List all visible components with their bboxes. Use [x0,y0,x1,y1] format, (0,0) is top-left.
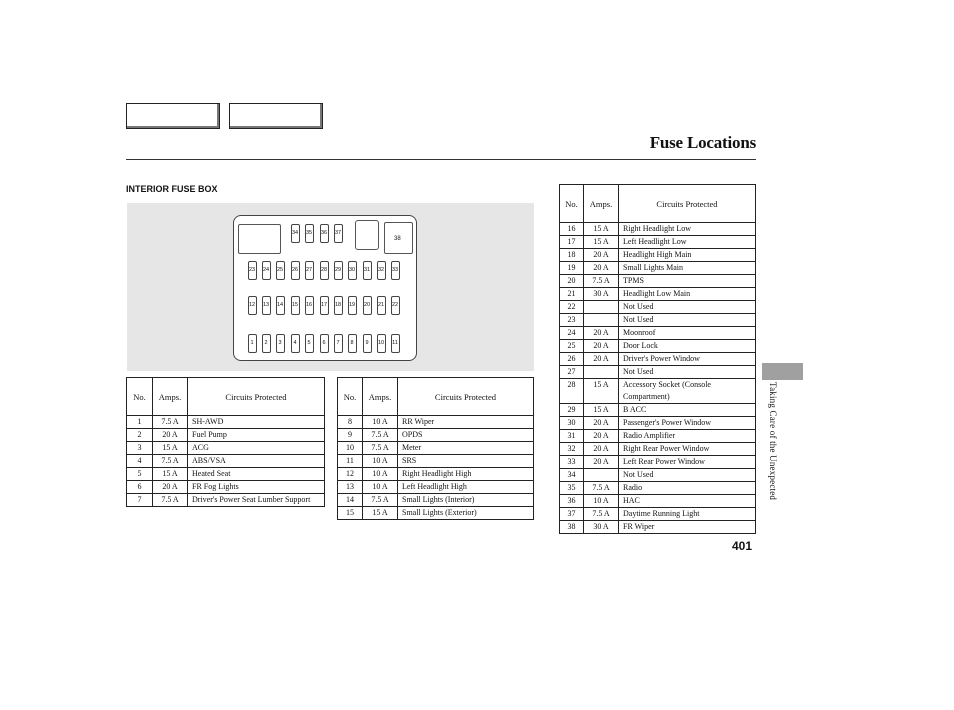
fuse-number: 35 [560,482,584,495]
relay-block-left [238,224,281,254]
fuse-slot-label: 26 [291,267,299,273]
fuse-slot-label: 24 [262,267,270,273]
fuse-circuit: ACG [188,442,325,455]
fuse-number: 30 [560,417,584,430]
fuse-number: 36 [560,495,584,508]
fuse-table-3 [559,184,756,534]
header-no: No. [127,378,153,416]
table-row [127,494,325,507]
fuse-circuit: Headlight High Main [619,249,756,262]
table-row [560,430,756,443]
fuse-number: 20 [560,275,584,288]
fuse-circuit: FR Wiper [619,521,756,534]
fuse-number: 26 [560,353,584,366]
fuse-number: 32 [560,443,584,456]
table-row [560,288,756,301]
fuse-slot-label: 33 [391,267,399,273]
fuse-circuit: Meter [398,442,534,455]
fuse-amps: 15 A [584,223,619,236]
fuse-slot-label: 5 [307,340,311,346]
fuse-circuit: Daytime Running Light [619,508,756,521]
fuse-number: 27 [560,366,584,379]
table-row [560,275,756,288]
fuse-circuit: TPMS [619,275,756,288]
fuse-slot-label: 14 [276,302,284,308]
fuse-number: 14 [338,494,363,507]
fuse-circuit: Driver's Power Seat Lumber Support [188,494,325,507]
table-row [560,366,756,379]
fuse-circuit: HAC [619,495,756,508]
fuse-table-2 [337,377,534,520]
fuse-amps: 10 A [584,495,619,508]
fuse-table-1 [126,377,325,507]
fuse-number: 15 [338,507,363,520]
section-label: INTERIOR FUSE BOX [126,184,218,194]
fuse-number: 11 [338,455,363,468]
table-row [338,455,534,468]
fuse-circuit: Not Used [619,301,756,314]
table-row [338,507,534,520]
fuse-amps: 15 A [363,507,398,520]
fuse-amps: 20 A [584,249,619,262]
fuse-number: 13 [338,481,363,494]
fuse-slot-label: 17 [320,302,328,308]
fuse-number: 29 [560,404,584,417]
fuse-table-1-body [127,416,325,507]
fuse-circuit: Not Used [619,314,756,327]
fuse-amps: 15 A [153,468,188,481]
fuse-circuit: Left Headlight Low [619,236,756,249]
fuse-amps: 20 A [153,429,188,442]
table-row [127,468,325,481]
fuse-circuit: Driver's Power Window [619,353,756,366]
fuse-amps: 15 A [584,404,619,417]
fuse-circuit: SRS [398,455,534,468]
fuse-amps: 20 A [584,262,619,275]
fuse-amps: 15 A [584,236,619,249]
nav-box-left[interactable] [126,103,220,129]
page-number: 401 [732,539,753,553]
fuse-slot-label: 8 [350,340,354,346]
fuse-amps: 20 A [584,443,619,456]
fuse-circuit: Left Headlight High [398,481,534,494]
fuse-number: 23 [560,314,584,327]
side-tab-text: Taking Care of the Unexpected [768,382,778,501]
table-row [560,508,756,521]
side-tab[interactable] [762,363,803,380]
table-row [560,353,756,366]
table-row [560,443,756,456]
fuse-number: 21 [560,288,584,301]
table-row [560,314,756,327]
fuse-amps: 7.5 A [363,429,398,442]
table-row [560,327,756,340]
table-row [560,379,756,404]
header-amps: Amps. [584,185,619,223]
fuse-amps: 7.5 A [153,455,188,468]
fuse-slot-label: 30 [348,267,356,273]
fuse-circuit: Small Lights (Interior) [398,494,534,507]
fuse-circuit: ABS/VSA [188,455,325,468]
fuse-slot-label: 37 [334,230,342,236]
table-row [560,495,756,508]
page-title: Fuse Locations [649,133,756,152]
fuse-number: 37 [560,508,584,521]
fuse-number: 5 [127,468,153,481]
fuse-amps: 10 A [363,468,398,481]
table-row [560,521,756,534]
fuse-amps: 30 A [584,521,619,534]
fuse-circuit: Not Used [619,469,756,482]
fuse-slot-label: 13 [262,302,270,308]
fuse-number: 22 [560,301,584,314]
fuse-circuit: Passenger's Power Window [619,417,756,430]
fuse-amps: 10 A [363,416,398,429]
table-row [127,442,325,455]
fuse-circuit: Right Rear Power Window [619,443,756,456]
fuse-circuit: Heated Seat [188,468,325,481]
fuse-number: 10 [338,442,363,455]
fuse-amps: 7.5 A [584,508,619,521]
fuse-slot-label: 22 [391,302,399,308]
table-row [560,417,756,430]
fuse-circuit: Radio [619,482,756,495]
fuse-circuit: Door Lock [619,340,756,353]
fuse-number: 3 [127,442,153,455]
fuse-number: 7 [127,494,153,507]
fuse-slot-label: 29 [334,267,342,273]
table-row [127,416,325,429]
fuse-number: 16 [560,223,584,236]
fuse-circuit: Small Lights (Exterior) [398,507,534,520]
nav-box-right[interactable] [229,103,323,129]
fuse-number: 17 [560,236,584,249]
fuse-slot-label: 36 [320,230,328,236]
fuse-amps: 20 A [584,417,619,430]
fuse-amps: 20 A [153,481,188,494]
fuse-amps: 7.5 A [584,275,619,288]
fuse-slot-label: 15 [291,302,299,308]
fuse-slot-label: 25 [276,267,284,273]
table-row [560,223,756,236]
table-row [338,429,534,442]
fuse-slot-label: 35 [305,230,313,236]
fuse-slot-label: 18 [334,302,342,308]
fuse-circuit: Fuel Pump [188,429,325,442]
table-row [127,455,325,468]
fuse-number: 33 [560,456,584,469]
fuse-circuit: Accessory Socket (Console Compartment) [619,379,756,404]
fuse-circuit: Headlight Low Main [619,288,756,301]
fuse-circuit: RR Wiper [398,416,534,429]
fuse-circuit: Right Headlight Low [619,223,756,236]
fuse-amps: 30 A [584,288,619,301]
header-no: No. [338,378,363,416]
fuse-circuit: B ACC [619,404,756,417]
fuse-slot-label: 9 [365,340,369,346]
fuse-circuit: Left Rear Power Window [619,456,756,469]
fuse-amps [584,301,619,314]
table-row [560,469,756,482]
relay-block-mid [355,220,379,250]
fuse-slot-label: 10 [377,340,385,346]
fuse-number: 2 [127,429,153,442]
fuse-slot-label: 23 [248,267,256,273]
fuse-number: 31 [560,430,584,443]
table-row [338,442,534,455]
table-row [338,468,534,481]
fuse-number: 34 [560,469,584,482]
fuse-amps: 7.5 A [363,494,398,507]
fuse-amps: 20 A [584,353,619,366]
fuse-slot-label: 1 [250,340,254,346]
fuse-amps: 7.5 A [363,442,398,455]
fuse-circuit: Radio Amplifier [619,430,756,443]
fuse-slot-label: 34 [291,230,299,236]
fuse-slot-label: 2 [264,340,268,346]
fuse-amps: 7.5 A [153,494,188,507]
fuse-slot-label: 6 [322,340,326,346]
fuse-circuit: OPDS [398,429,534,442]
table-row [127,481,325,494]
fuse-amps: 20 A [584,430,619,443]
fuse-slot-label: 19 [348,302,356,308]
header-circuits: Circuits Protected [188,378,325,416]
table-row [338,494,534,507]
fuse-number: 6 [127,481,153,494]
fuse-number: 25 [560,340,584,353]
fuse-slot-label: 32 [377,267,385,273]
fuse-amps [584,469,619,482]
table-row [338,416,534,429]
header-amps: Amps. [153,378,188,416]
fuse-number: 18 [560,249,584,262]
fuse-slot-label: 12 [248,302,256,308]
table-row [560,301,756,314]
table-row [127,429,325,442]
fuse-slot-label: 11 [392,340,398,346]
table-row [560,456,756,469]
fuse-slot-label: 20 [363,302,371,308]
fuse-circuit: Moonroof [619,327,756,340]
fuse-slot-label: 31 [363,267,371,273]
table-row [560,340,756,353]
fuse-amps: 20 A [584,340,619,353]
fuse-slot-label: 28 [320,267,328,273]
fuse-amps: 7.5 A [153,416,188,429]
fuse-number: 4 [127,455,153,468]
table-row [560,236,756,249]
fuse-number: 9 [338,429,363,442]
header-circuits: Circuits Protected [398,378,534,416]
relay-38-label: 38 [394,236,401,242]
fuse-circuit: Small Lights Main [619,262,756,275]
table-row [560,404,756,417]
fuse-table-3-body [560,223,756,534]
fuse-amps: 20 A [584,456,619,469]
fuse-number: 38 [560,521,584,534]
fuse-slot-label: 21 [377,302,385,308]
fuse-number: 19 [560,262,584,275]
fuse-slot-label: 4 [293,340,297,346]
fuse-amps: 20 A [584,327,619,340]
title-rule [126,159,756,160]
fuse-number: 1 [127,416,153,429]
fuse-number: 24 [560,327,584,340]
table-row [560,249,756,262]
fuse-slot-label: 7 [336,340,340,346]
fuse-amps [584,366,619,379]
fuse-amps: 7.5 A [584,482,619,495]
fuse-number: 12 [338,468,363,481]
fuse-circuit: Not Used [619,366,756,379]
fuse-slot-label: 3 [278,340,282,346]
table-row [560,482,756,495]
fuse-circuit: FR Fog Lights [188,481,325,494]
fuse-slot-label: 27 [305,267,313,273]
fuse-number: 28 [560,379,584,404]
table-row [560,262,756,275]
fuse-circuit: SH-AWD [188,416,325,429]
header-no: No. [560,185,584,223]
table-row [338,481,534,494]
fuse-amps: 15 A [584,379,619,404]
relay-38 [384,222,413,254]
fuse-amps [584,314,619,327]
fuse-amps: 10 A [363,455,398,468]
fuse-slot-label: 16 [305,302,313,308]
header-circuits: Circuits Protected [619,185,756,223]
fuse-table-2-body [338,416,534,520]
fuse-circuit: Right Headlight High [398,468,534,481]
fuse-amps: 15 A [153,442,188,455]
fuse-number: 8 [338,416,363,429]
header-amps: Amps. [363,378,398,416]
fuse-amps: 10 A [363,481,398,494]
